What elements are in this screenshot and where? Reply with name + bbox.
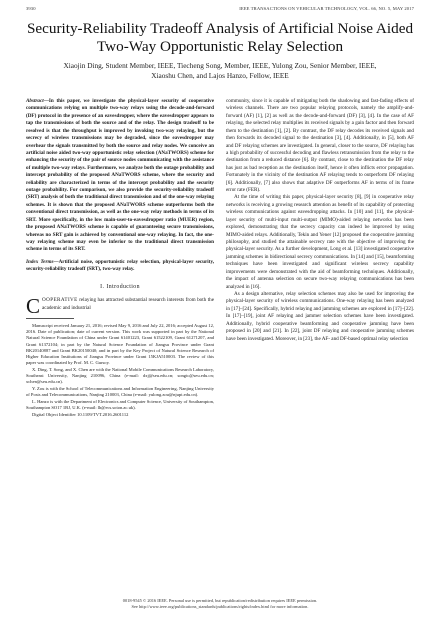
body-paragraph: At the time of writing this paper, physical-layer security [8], [9] in cooperative relay networks is receiving a growing research attention as benefit of its capability of protecting wireless communications against eavesdropping attacks. In [10] and [11], the physical-layer security of multi-input multi-output (MIMO)-aided relaying networks has been explored, demonstrating that the secrecy capacity can indeed be improved by using MIMO-aided relays. Additionally, Tekin and Yener [12] proposed the cooperative jamming philosophy, and studied the attainable secrecy rate with the objective of improving the physical-layer security. As a further development, Long et al. [13] investigated cooperative jamming schemes in bidirectional secrecy communications. In [14] and [15], beamforming techniques have been investigated and significant wireless secrecy capability improvements were demonstrated with the aid of beamforming techniques. Additionally, the impact of antenna selection on secure two-way relaying communications has been analyzed in [16].: [226, 194, 414, 290]
abstract-label: Abstract: [26, 98, 44, 104]
index-terms-label: Index Terms: [26, 258, 54, 265]
footnote-manuscript: Manuscript received January 21, 2016; revised May 9, 2016 and July 22, 2016; accepted August 12, 2016. Date of publication; date of current version. This work was supported in part by the National Natural Science Foundation of China under Grant 61401223, Grant 61522109, Grant 61271207, and Grant 61372104; in part by the Natural Science Foundation of Jiangsu Province under Grant BK20140887 and Grant BK20150040; and in part by the Key Project of Natural Science Research of Higher Education Institutions of Jiangsu Province under Grant 15KJA510003. The review of this paper was coordinated by Prof. M. C. Gursoy.: [26, 322, 214, 366]
section-numeral: I.: [100, 283, 105, 290]
intro-first-word: OOPERATIVE: [42, 297, 78, 304]
author-line-1: Xiaojin Ding, Student Member, IEEE, Tiecheng Song, Member, IEEE, Yulong Zou, Senior Member, IEEE,: [63, 61, 377, 70]
paper-title: Security-Reliability Tradeoff Analysis of Artificial Noise Aided Two-Way Opportunistic Relay Selection: [26, 20, 414, 56]
rights-link-line: See http://www.ieee.org/publications_standards/publications/rights/index.html for more information.: [131, 604, 309, 609]
right-column: [226, 98, 414, 343]
copyright-footer: [26, 598, 414, 610]
body-paragraph: As a design alternative, relay selection schemes may also be used for improving the physical-layer security of wireless communications. One-way relaying has been analyzed in [17]–[24]. Specifically, hybrid relaying and jamming schemes are explored in [17]–[22]. In [17]–[19], joint AF relaying and jammer selection schemes have been investigated. Additionally, hybrid cooperative beamforming and cooperative jamming have been proposed in [20] and [21]. In [22], joint DF relaying and cooperative jamming schemes have been investigated. Moreover, in [23], the AF- and DF-based optimal relay selection: [226, 290, 414, 342]
abstract-text: —In this paper, we investigate the physical-layer security of cooperative communications relying on multiple two-way relays using the decode-and-forward (DF) protocol in the presence of an eavesdropper, where the eavesdropper appears to tap the transmissions of both the source and of the relay. The design tradeoff to be resolved is that the throughput is improved by invoking two-way relaying, but the secrecy of wireless transmissions may be degraded, since the eavesdropper may overhear the signals transmitted by both the source and relay nodes. We conceive an artificial noise aided two-way opportunistic relay selection (ANaTWORS) scheme for enhancing the security of the pair of source nodes communicating with the assistance of multiple two-way relays. Furthermore, we analyze both the outage probability and intercept probability of the proposed ANaTWORS scheme, where the security and reliability are characterized in terms of the intercept probability and the security outage probability. For comparison, we also provide the security-reliability tradeoff (SRT) analysis of both the traditional direct transmission and of the one-way relaying schemes. It is shown that the proposed ANaTWORS scheme outperforms both the conventional direct transmission, as well as the one-way relay methods in terms of its SRT. More specifically, in the low main-user-to-eavesdropper ratio (MUER) region, the proposed ANaTWORS scheme is capable of guaranteeing secure transmissions, whereas no SRT gain is achieved by conventional one-way relaying. In fact, the one-way relaying scheme may even be inferior to the traditional direct transmission scheme in terms of its SRT.: [26, 98, 214, 253]
abstract: [26, 98, 214, 254]
page-number: 3930: [26, 6, 36, 11]
copyright-line: 0018-9545 © 2016 IEEE. Personal use is permitted, but republication/redistribution requires IEEE permission.: [122, 598, 318, 603]
intro-text: relaying has attracted substantial research interests from both the academic and industrial: [42, 297, 214, 311]
index-terms: [26, 259, 214, 274]
footnote-affiliation-njupt: Y. Zou is with the School of Telecommunications and Information Engineering, Nanjing University of Posts and Telecommunications, Nanjing 210003, China (e-mail: yulong.zou@njupt.edu.cn).: [26, 386, 214, 398]
author-list: [30, 61, 410, 81]
running-header: [26, 6, 414, 11]
section-name: Introduction: [106, 283, 140, 290]
footnote-affiliation-seu: X. Ding, T. Song, and X. Chen are with the National Mobile Communications Research Laboratory, Southeast University, Nanjing 210096, China (e-mail: dxj@seu.edu.cn; songtc@seu.edu.cn; xchen@seu.edu.cn).: [26, 366, 214, 385]
left-column: [26, 98, 214, 418]
intro-paragraph: [26, 294, 214, 319]
footnote-divider: [26, 318, 74, 319]
dropcap-letter: C: [26, 294, 41, 319]
index-terms-text: —Artificial noise, opportunistic relay selection, physical-layer security, security-reliability tradeoff (SRT), two-way relay.: [26, 258, 215, 273]
author-line-2: Xiaoshu Chen, and Lajos Hanzo, Fellow, IEEE: [151, 71, 289, 80]
section-heading: [26, 284, 214, 291]
footnote-doi: Digital Object Identifier 10.1109/TVT.2016.2601112: [32, 411, 129, 417]
footnote-affiliation-soton: L. Hanzo is with the Department of Electronics and Computer Science, University of Southampton, Southampton SO17 1BJ, U.K. (e-mail: lh@ecs.soton.ac.uk).: [26, 398, 214, 411]
body-paragraph: community, since it is capable of mitigating both the shadowing and fast-fading effects of wireless channels. There are two popular relaying protocols, namely the amplify-and-forward (AF) [1], [2] as well as the decode-and-forward (DF) [3], [4]. In the case of AF relaying, the selected relay multiplies its received signals by a gain factor and then forward them to the destination [1], [2]. By contrast, the DF relay decodes its received signals and then forwards its decoded signal to the destination [3], [4]. Additionally, in [5], both AF and DF relaying schemes are investigated. In general, closer to the source, DF relaying has a high probability of successful decoding and flawless retransmission from the relay to the destination from a reduced distance [6]. By contrast, close to the destination the DF relay has just as bad reception as the destination itself, hence it often inflicts error propagation. Fortunately in the vicinity of the destination AF relaying tends to outperform DF relaying [6]. Additionally, [7] also shows that adaptive DF outperforms AF in terms of its frame error rate (FER).: [226, 98, 414, 194]
journal-name: IEEE TRANSACTIONS ON VEHICULAR TECHNOLOGY, VOL. 66, NO. 5, MAY 2017: [239, 6, 414, 11]
